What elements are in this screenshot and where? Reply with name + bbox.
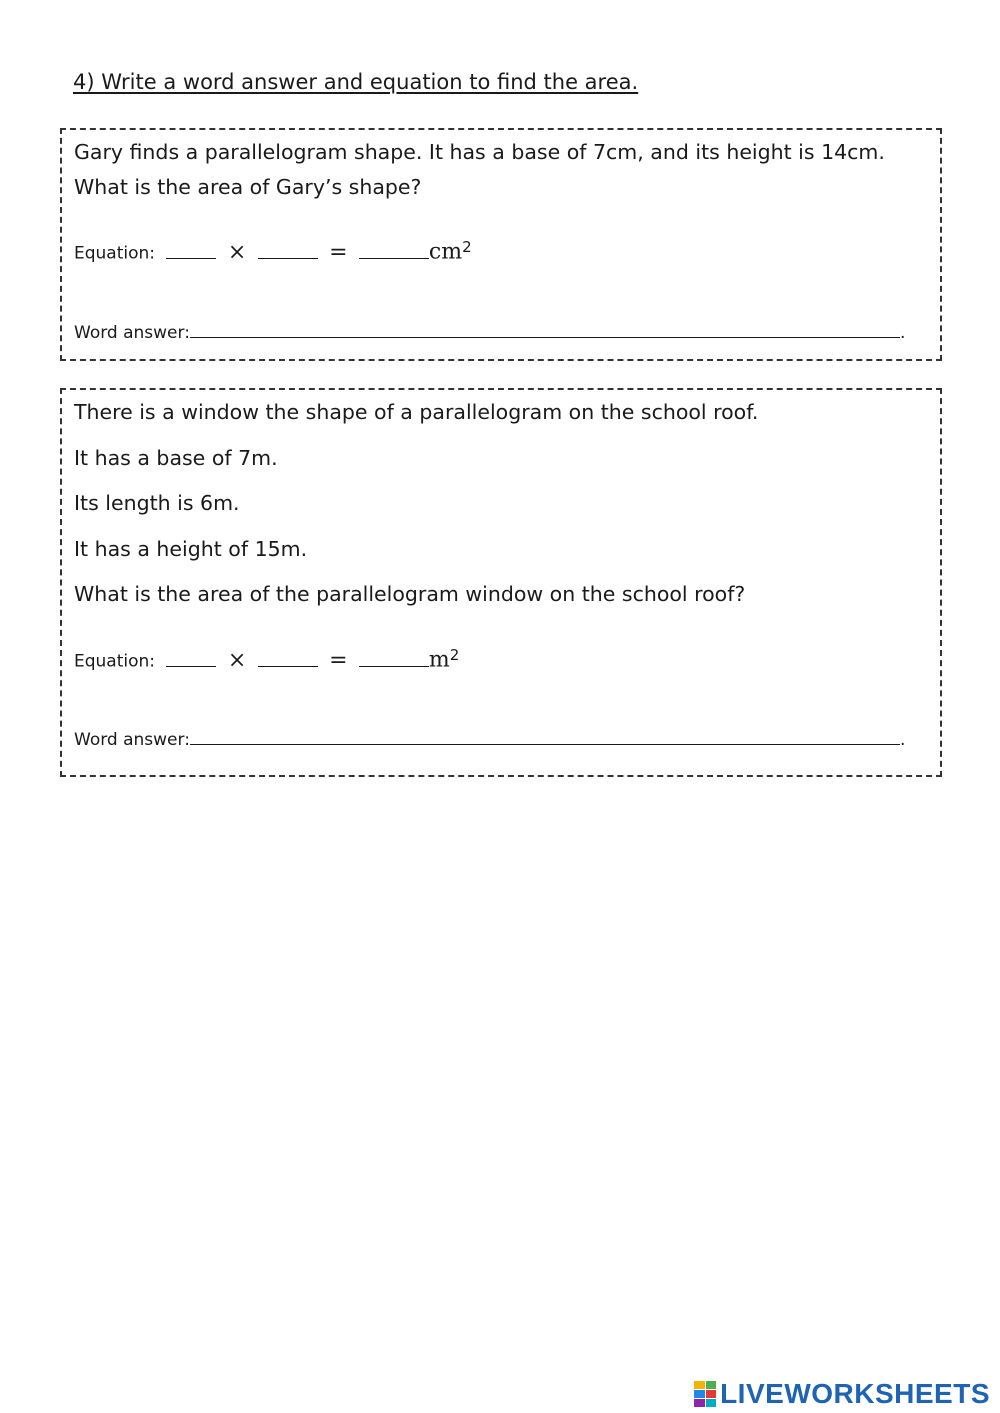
word-answer-label: Word answer: — [74, 323, 190, 343]
question-2-line-1: There is a window the shape of a parallelogram on the school roof. — [74, 400, 759, 424]
question-2-line-5: What is the area of the parallelogram window on the school roof? — [74, 582, 746, 606]
question-2-line-4: It has a height of 15m. — [74, 537, 308, 561]
liveworksheets-logo-icon — [694, 1381, 716, 1407]
question-box-2 — [60, 388, 942, 777]
equation-result-blank[interactable] — [359, 665, 429, 667]
word-answer-row-1 — [74, 323, 905, 343]
word-answer-blank[interactable] — [190, 336, 900, 338]
question-2-line-2: It has a base of 7m. — [74, 446, 278, 470]
times-sign: × — [227, 647, 247, 673]
liveworksheets-logo — [694, 1378, 990, 1410]
equation-factor-2-blank[interactable] — [258, 665, 318, 667]
word-answer-label: Word answer: — [74, 730, 190, 750]
equation-factor-1-blank[interactable] — [166, 665, 216, 667]
word-answer-blank[interactable] — [190, 743, 900, 745]
equation-label: Equation: — [74, 651, 156, 672]
liveworksheets-brand-text: LIVEWORKSHEETS — [720, 1378, 990, 1409]
word-answer-period: . — [899, 323, 906, 343]
equals-sign: = — [329, 647, 348, 673]
equation-factor-2-blank[interactable] — [258, 257, 318, 259]
word-answer-row-2 — [74, 730, 905, 750]
logo-square — [694, 1399, 705, 1407]
equation-label: Equation: — [74, 243, 156, 264]
equation-result-blank[interactable] — [359, 257, 429, 259]
equation-row-2 — [74, 646, 459, 673]
unit-power: 2 — [449, 646, 460, 664]
logo-square — [706, 1390, 717, 1398]
logo-square — [706, 1381, 717, 1389]
unit-label: m — [428, 647, 450, 673]
unit-power: 2 — [462, 238, 472, 256]
logo-square — [694, 1390, 705, 1398]
equals-sign: = — [329, 239, 348, 265]
unit-label: cm — [428, 239, 463, 265]
question-1-line-1: Gary finds a parallelogram shape. It has a base of 7cm, and its height is 14cm. — [74, 140, 885, 164]
logo-square — [694, 1381, 705, 1389]
equation-factor-1-blank[interactable] — [166, 257, 216, 259]
equation-row-1 — [74, 238, 472, 265]
word-answer-period: . — [899, 730, 906, 750]
logo-square — [706, 1399, 717, 1407]
question-box-1 — [60, 128, 942, 361]
worksheet-heading: 4) Write a word answer and equation to find the area. — [73, 70, 639, 94]
question-1-line-2: What is the area of Gary’s shape? — [74, 175, 422, 199]
times-sign: × — [227, 239, 247, 265]
question-2-line-3: Its length is 6m. — [74, 491, 240, 515]
